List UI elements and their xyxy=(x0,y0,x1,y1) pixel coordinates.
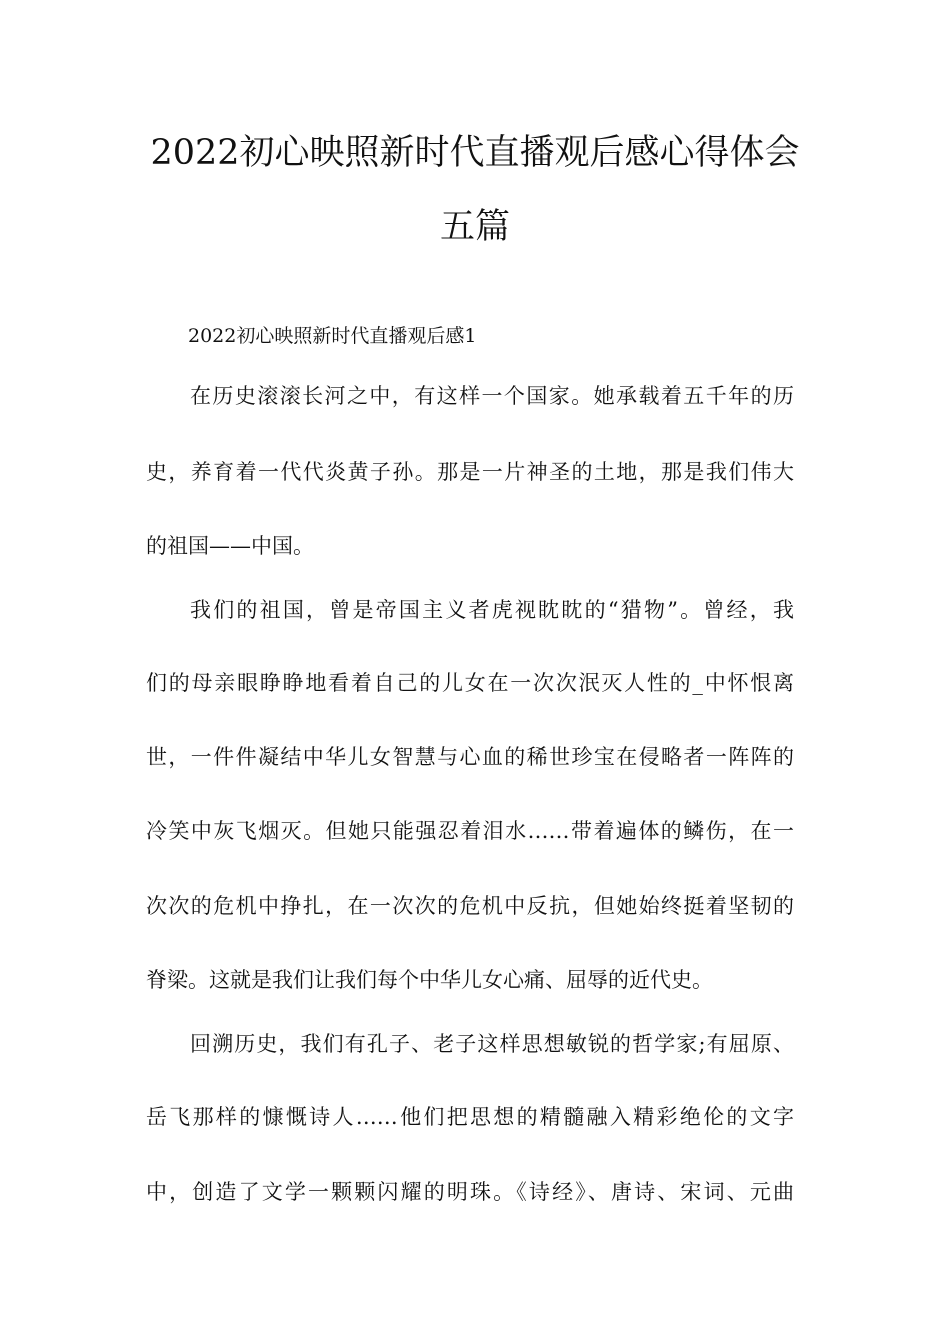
section-heading: 2022初心映照新时代直播观后感1 xyxy=(188,325,477,347)
document-title-line-2: 五篇 xyxy=(439,207,510,247)
paragraph-line: 脊梁。这就是我们让我们每个中华儿女心痛、屈辱的近代史。 xyxy=(146,968,713,992)
paragraph-line: 世，一件件凝结中华儿女智慧与心血的稀世珍宝在侵略者一阵阵的 xyxy=(146,745,794,769)
paragraph-line: 史，养育着一代代炎黄子孙。那是一片神圣的土地，那是我们伟大 xyxy=(146,460,794,484)
paragraph-line: 次次的危机中挣扎，在一次次的危机中反抗，但她始终挺着坚韧的 xyxy=(146,894,794,918)
paragraph-line: 冷笑中灰飞烟灭。但她只能强忍着泪水……带着遍体的鳞伤，在一 xyxy=(146,819,794,843)
paragraph-line: 我们的祖国，曾是帝国主义者虎视眈眈的“猎物”。曾经，我 xyxy=(190,598,794,622)
paragraph-line: 中，创造了文学一颗颗闪耀的明珠。《诗经》、唐诗、宋词、元曲 xyxy=(146,1180,794,1204)
document-title-line-1: 2022初心映照新时代直播观后感心得体会 xyxy=(150,133,800,173)
paragraph-line: 在历史滚滚长河之中，有这样一个国家。她承载着五千年的历 xyxy=(190,384,794,408)
paragraph-line: 岳飞那样的慷慨诗人……他们把思想的精髓融入精彩绝伦的文字 xyxy=(146,1105,794,1129)
paragraph-line: 回溯历史，我们有孔子、老子这样思想敏锐的哲学家;有屈原、 xyxy=(190,1032,794,1056)
paragraph-line: 的祖国——中国。 xyxy=(146,534,314,558)
paragraph-line: 们的母亲眼睁睁地看着自己的儿女在一次次泯灭人性的_中怀恨离 xyxy=(146,671,794,695)
